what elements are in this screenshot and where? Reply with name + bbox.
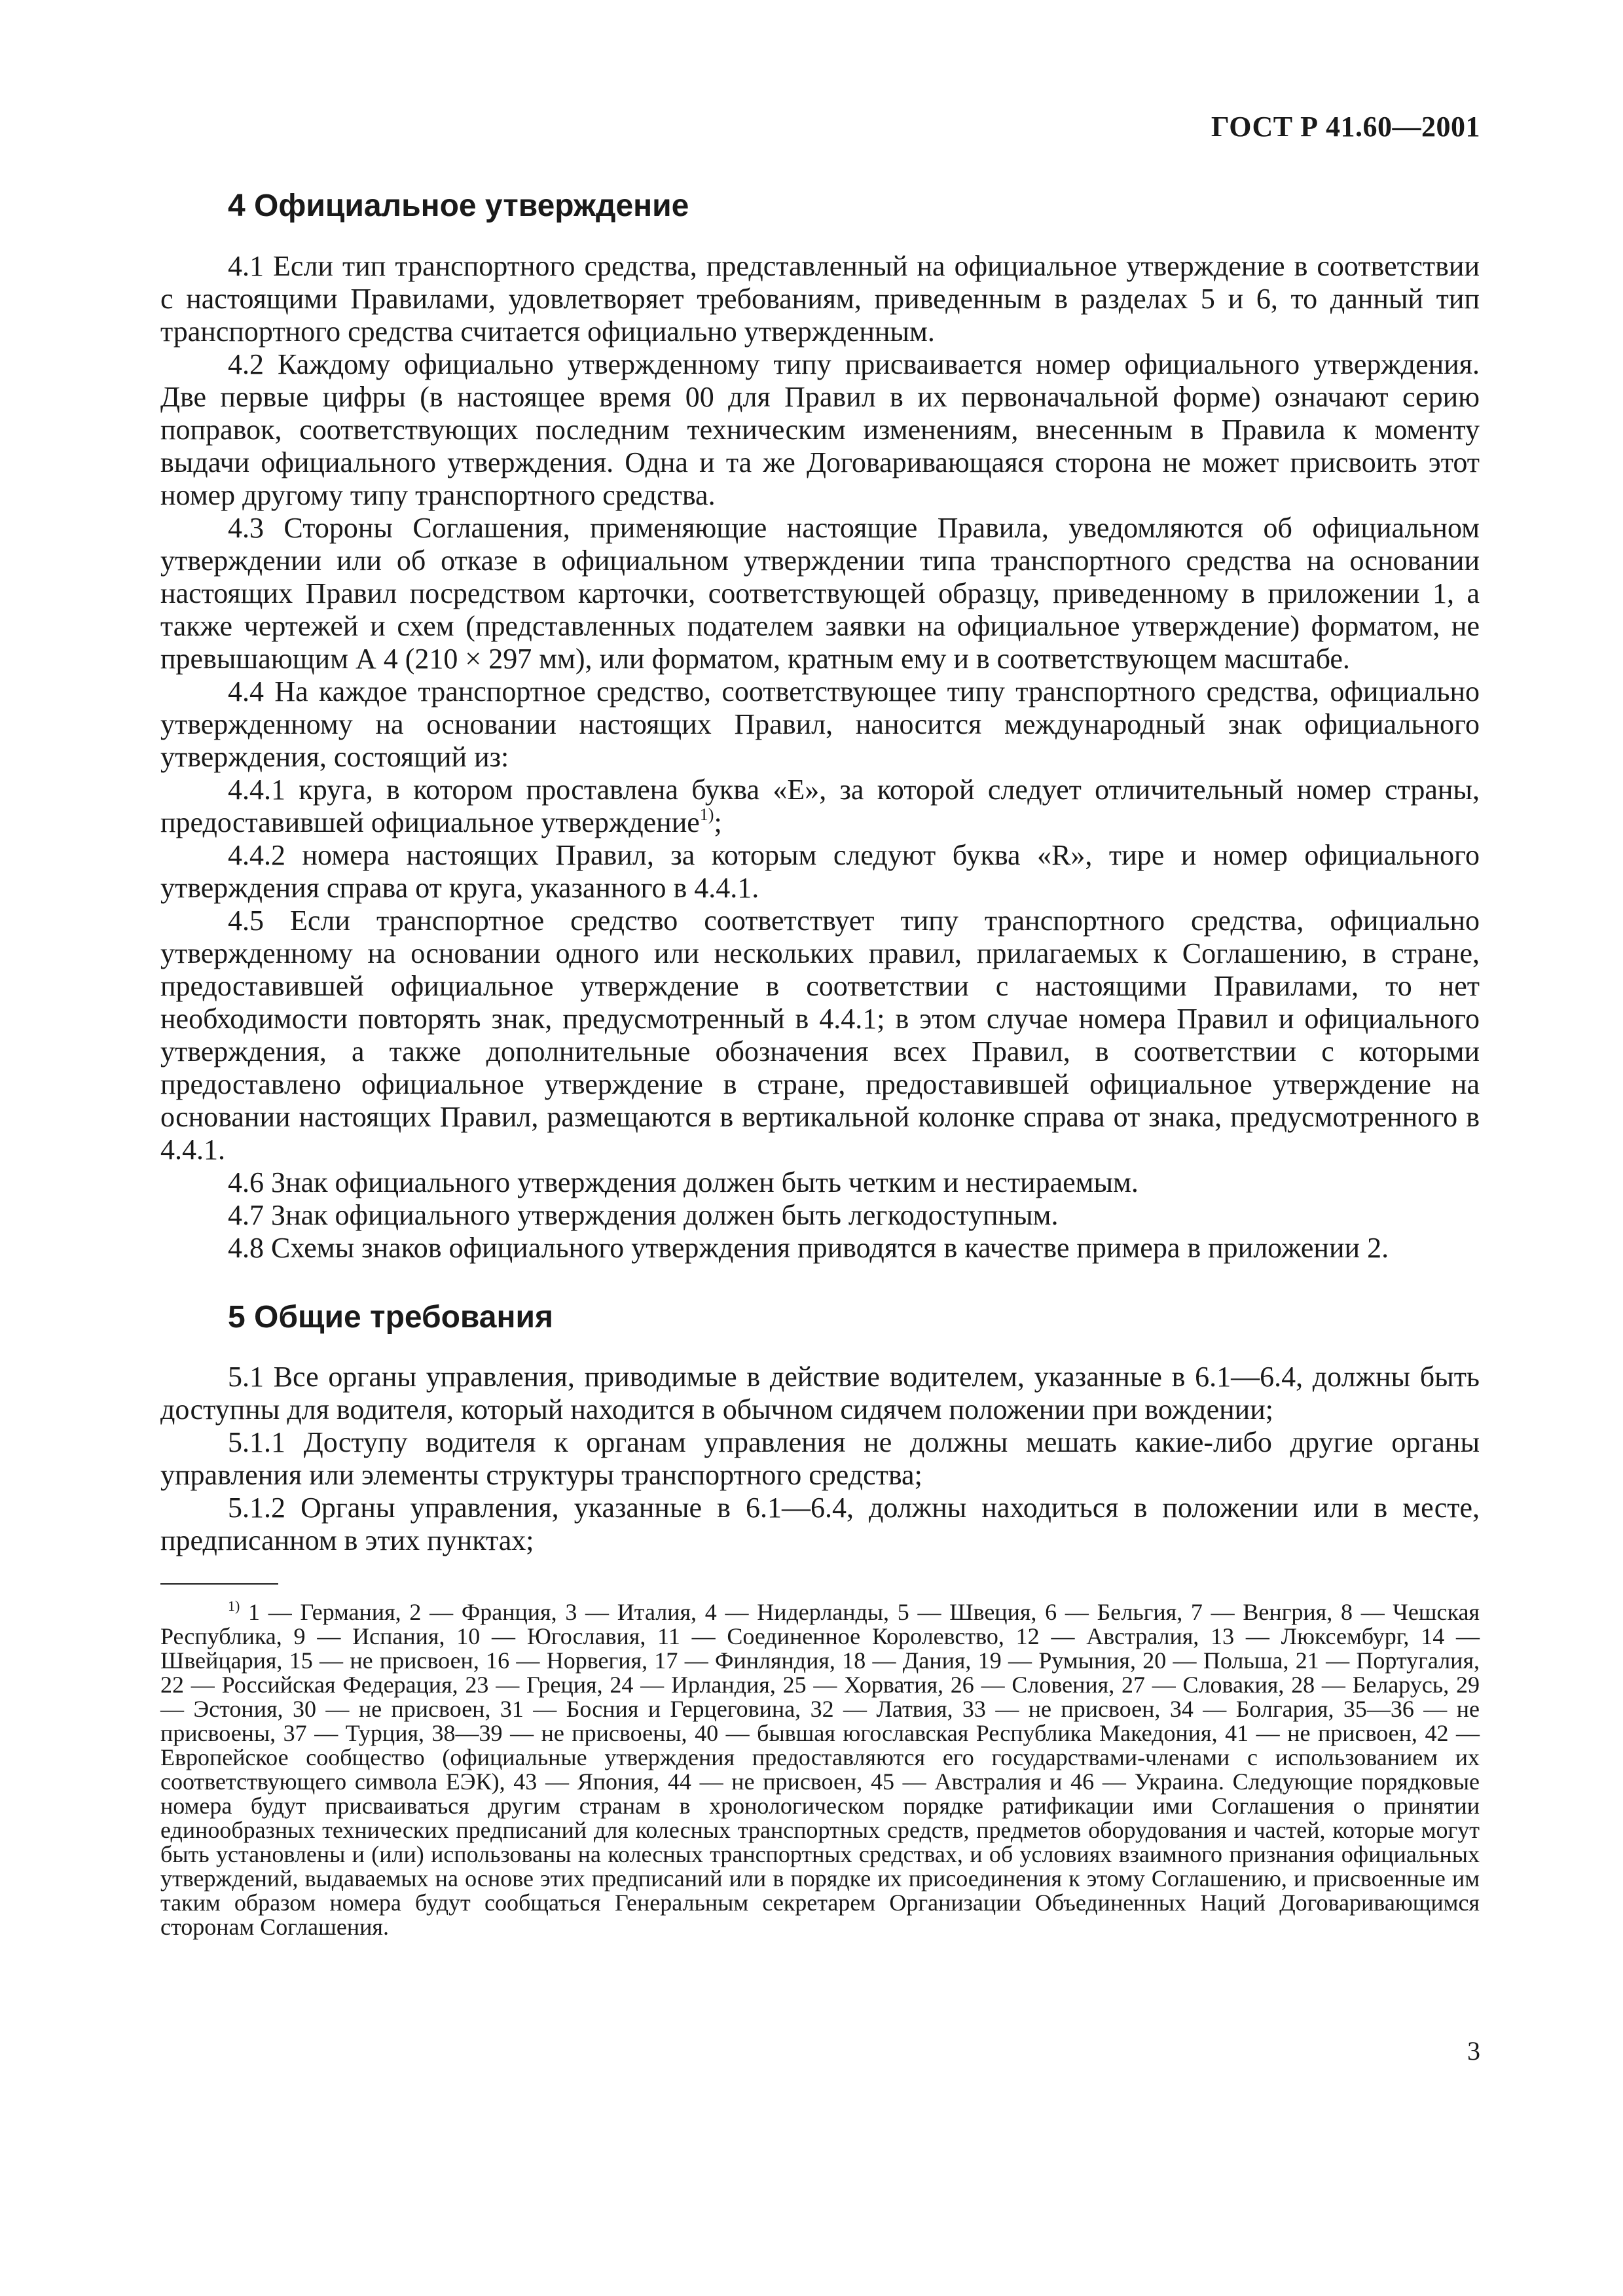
clause-4-5: 4.5 Если транспортное средство соответствует типу транспортного средства, официально утвержденному на основании одного или нескольких правил, прилагаемых к Соглашению, в стране, предоставившей официальное утверждение в соответствии с настоящими Правилами, то нет необходимости повторять знак, предусмотренный в 4.4.1; в этом случае номера Правил и официального утверждения, а также дополнительные обозначения всех Правил, в соответствии с которыми предоставлено официальное утверждение в стране, предоставившей официальное утверждение на основании настоящих Правил, размещаются в вертикальной колонке справа от знака, предусмотренного в 4.4.1. xyxy=(160,904,1480,1166)
footnote-text: 1 — Германия, 2 — Франция, 3 — Италия, 4 — Нидерланды, 5 — Швеция, 6 — Бельгия, 7 — Венгрия, 8 — Чешская Республика, 9 — Испания, 10 — Югославия, 11 — Соединенное Королевство, 12 — Австралия, 13 — Люксембург, 14 — Швейцария, 15 — не присвоен, 16 — Норвегия, 17 — Финляндия, 18 — Дания, 19 — Румыния, 20 — Польша, 21 — Португалия, 22 — Российская Федерация, 23 — Греция, 24 — Ирландия, 25 — Хорватия, 26 — Словения, 27 — Словакия, 28 — Беларусь, 29 — Эстония, 30 — не присвоен, 31 — Босния и Герцеговина, 32 — Латвия, 33 — не присвоен, 34 — Болгария, 35—36 — не присвоены, 37 — Турция, 38—39 — не присвоены, 40 — бывшая югославская Республика Македония, 41 — не присвоен, 42 — Европейское сообщество (официальные утверждения предоставляются его государствами-членами с использованием их соответствующего символа ЕЭК), 43 — Япония, 44 — не присвоен, 45 — Австралия и 46 — Украина. Следующие порядковые номера будут присваиваться другим странам в хронологическом порядке ратификации ими Соглашения о принятии единообразных технических предписаний для колесных транспортных средств, предметов оборудования и частей, которые могут быть установлены и (или) использованы на колесных транспортных средствах, и об условиях взаимного признания официальных утверждений, выдаваемых на основе этих предписаний или в порядке их присоединения к этому Соглашению, и присвоенные им таким образом номера будут сообщаться Генеральным секретарем Организации Объединенных Наций Договаривающимся сторонам Соглашения. xyxy=(160,1599,1480,1941)
clause-4-3: 4.3 Стороны Соглашения, применяющие настоящие Правила, уведомляются об официальном утверждении или об отказе в официальном утверждении типа транспортного средства на основании настоящих Правил посредством карточки, соответствующей образцу, приведенному в приложении 1, а также чертежей и схем (представленных подателем заявки на официальное утверждение) форматом, не превышающим А 4 (210 × 297 мм), или форматом, кратным ему и в соответствующем масштабе. xyxy=(160,511,1480,675)
clause-4-6: 4.6 Знак официального утверждения должен быть четким и нестираемым. xyxy=(228,1166,1139,1198)
section-4-title: 4 Официальное утверждение xyxy=(228,188,689,223)
page-content xyxy=(160,187,1480,1939)
document-code-header: ГОСТ Р 41.60—2001 xyxy=(1211,111,1480,143)
clause-5-1: 5.1 Все органы управления, приводимые в действие водителем, указанные в 6.1—6.4, должны быть доступны для водителя, который находится в обычном сидячем положении при вождении; xyxy=(160,1361,1480,1426)
footnote-reference[interactable]: 1) xyxy=(699,804,714,824)
clause-5-1-1: 5.1.1 Доступу водителя к органам управления не должны мешать какие-либо другие органы управления или элементы структуры транспортного средства; xyxy=(160,1426,1480,1492)
section-5-title: 5 Общие требования xyxy=(228,1299,553,1335)
clause-4-8: 4.8 Схемы знаков официального утверждения приводятся в качестве примера в приложении 2. xyxy=(228,1231,1389,1264)
clause-4-1: 4.1 Если тип транспортного средства, представленный на официальное утверждение в соответствии с настоящими Правилами, удовлетворяет требованиям, приведенным в разделах 5 и 6, то данный тип транспортного средства считается официально утвержденным. xyxy=(160,249,1480,348)
page-number: 3 xyxy=(1467,2036,1480,2066)
clause-5-1-2: 5.1.2 Органы управления, указанные в 6.1—6.4, должны находиться в положении или в месте, предписанном в этих пунктах; xyxy=(160,1492,1480,1557)
footnote-1 xyxy=(160,1600,1480,1939)
clause-4-4-1-text: 4.4.1 круга, в котором проставлена буква «Е», за которой следует отличительный номер страны, предоставившей официальное утверждение xyxy=(160,773,1480,838)
footnote-mark: 1) xyxy=(228,1598,240,1615)
clause-4-4-1 xyxy=(160,774,1480,839)
clause-4-4-1-tail: ; xyxy=(714,806,722,838)
footnote-divider xyxy=(160,1583,278,1585)
clause-4-2: 4.2 Каждому официально утвержденному типу присваивается номер официального утверждения. Две первые цифры (в настоящее время 00 для Правил в их первоначальной форме) означают серию поправок, соответствующих последним техническим изменениям, внесенным в Правила к моменту выдачи официального утверждения. Одна и та же Договаривающаяся сторона не может присвоить этот номер другому типу транспортного средства. xyxy=(160,348,1480,511)
clause-4-4: 4.4 На каждое транспортное средство, соответствующее типу транспортного средства, официально утвержденному на основании настоящих Правил, наносится международный знак официального утверждения, состоящий из: xyxy=(160,675,1480,773)
clause-4-7: 4.7 Знак официального утверждения должен быть легкодоступным. xyxy=(228,1198,1059,1231)
clause-4-4-2: 4.4.2 номера настоящих Правил, за которым следуют буква «R», тире и номер официального утверждения справа от круга, указанного в 4.4.1. xyxy=(160,838,1480,904)
